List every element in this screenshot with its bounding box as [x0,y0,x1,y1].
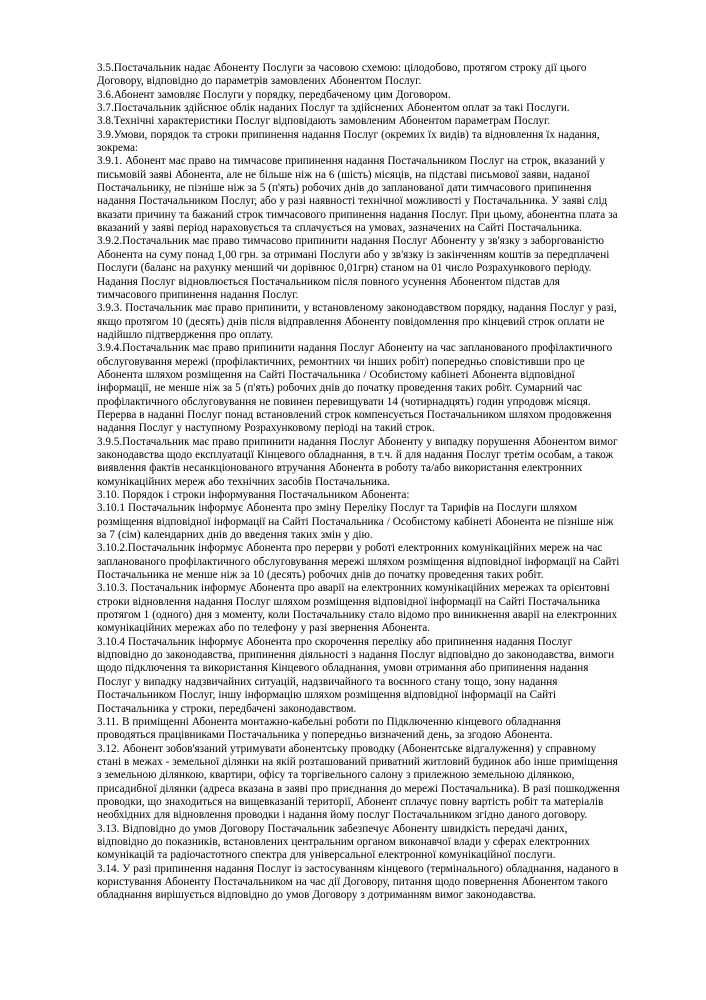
clause-3-9-5: 3.9.5.Постачальник має право припинити надання Послуг Абоненту у випадку порушення Абонентом вимог законодавства щодо експлуатації Кінцевого обладнання, в т.ч. й для надання Послуг третім особам, а також виявлення фактів несанкціонованого втручання Абонента в роботу та/або використання електронних комунікаційних мереж або технічних засобів Постачальника. [97,435,618,488]
clause-3-13: 3.13. Відповідно до умов Договору Постачальник забезпечує Абоненту швидкість передачі даних, відповідно до показників, встановлених центральним органом виконавчої влади у сферах електронних комунікацій та радіочастотного спектра для універсальної електронної комунікаційної послуги. [97,822,590,862]
clause-3-10-1: 3.10.1 Постачальник інформує Абонента про зміну Переліку Послуг та Тарифів на Послуги шляхом розміщення відповідної інформації на Сайті Постачальника / Особистому кабінеті Абонента не пізніше ніж за 7 (сім) календарних днів до введення таких змін у дію. [97,502,614,542]
clause-3-10-3: 3.10.3. Постачальник інформує Абонента про аварії на електронних комунікаційних мережах та орієнтовні строки відновлення надання Послуг шляхом розміщення відповідної інформації на Сайті Постачальника протягом 1 (одного) дня з моменту, коли Постачальнику стало відомо про виникнення аварії на електронних комунікаційних мережах або по телефону у разі звернення Абонента. [97,582,618,635]
clause-3-9-3: 3.9.3. Постачальник має право припинити, у встановленому законодавством порядку, надання Послуг у разі, якщо протягом 10 (десять) днів після відправлення Абоненту повідомлення про кінцевий строк оплати не надійшло підтвердження про оплату. [97,302,617,341]
clause-3-8: 3.8.Технічні характеристики Послуг відповідають замовленим Абонентом параметрам Послуг. [97,115,551,128]
clause-3-9: 3.9.Умови, порядок та строки припинення надання Послуг (окремих їх видів) та відновлення їх надання, зокрема: [97,128,600,155]
clause-3-9-4: 3.9.4.Постачальник має право припинити надання Послуг Абоненту на час запланованого профілактичного обслуговування мережі (профілактичних, ремонтних чи інших робіт) попередньо сповістивши про це Абонента шляхом розміщення на Сайті Постачальника / Особистому кабінеті Абонента відповідної інформації, не менше ніж за 5 (п'ять) робочих днів до початку проведення таких робіт. Сумарний час профілактичного обслуговування не повинен перевищувати 14 (чотирнадцять) годин упродовж місяця. Перерва в наданні Послуг понад встановлений строк компенсується Постачальником шляхом продовження надання Послуг у наступному Розрахунковому періоді на такий строк. [97,342,613,435]
contract-text-block [97,62,620,903]
clause-3-12: 3.12. Абонент зобов'язаний утримувати абонентську проводку (Абонентське відгалуження) у справному стані в межах - земельної ділянки на якій розташований приватний житловий будинок або інше приміщення з земельною ділянкою, квартири, офісу та торгівельного салону з прилежною земельною ділянкою, присадибної ділянки (адреса вказана в заяві про приєднання до мережі Постачальника). В разі пошкодження проводки, що знаходиться на вищевказаній території, Абонент сплачує повну вартість робіт та матеріалів необхідних для відновлення проводки і надання йому послуг Постачальником згідно даного договору. [97,742,620,822]
clause-3-10-2: 3.10.2.Постачальник інформує Абонента про перерви у роботі електронних комунікаційних мереж на час запланованого профілактичного обслуговування мережі шляхом розміщення відповідної інформації на Сайті Постачальника не менше ніж за 10 (десять) робочих днів до початку проведення таких робіт. [97,542,620,582]
clause-3-6: 3.6.Абонент замовляє Послуги у порядку, передбаченому цим Договором. [97,88,451,101]
clause-3-7: 3.7.Постачальник здійснює облік наданих Послуг та здійснених Абонентом оплат за такі Послуги. [97,102,570,115]
clause-3-10: 3.10. Порядок і строки інформування Постачальником Абонента: [97,489,410,501]
clause-3-9-1: 3.9.1. Абонент має право на тимчасове припинення надання Постачальником Послуг на строк, вказаний у письмовій заяві Абонента, але не більше ніж на 6 (шість) місяців, на підставі письмової заяви, наданої Постачальнику, не пізніше ніж за 5 (п'ять) робочих днів до запланованої дати тимчасового припинення надання Постачальником Послуг, або у разі наявності технічної можливості у Постачальника. У заяві слід вказати причину та бажаний строк тимчасового припинення надання Послуг. При цьому, абонентна плата за вказаний у заяві період нараховується та сплачується на умовах, зазначених на Сайті Постачальника. [97,155,618,235]
clause-3-10-4: 3.10.4 Постачальник інформує Абонента про скорочення переліку або припинення надання Послуг відповідно до законодавства, припинення діяльності з надання Послуг відповідно до законодавства, вимоги щодо підключення та використання Кінцевого обладнання, умови отримання або припинення надання Послуг у випадку надзвичайних ситуацій, надзвичайного та воєнного стану тощо, зону надання Постачальником Послуг, іншу інформацію шляхом розміщення відповідної інформації на Сайті Постачальника у строки, передбачені законодавством. [97,635,615,715]
clause-3-11: 3.11. В приміщенні Абонента монтажно-кабельні роботи по Підключенню кінцевого обладнання проводяться працівниками Постачальника у попередньо визначений день, за згодою Абонента. [97,715,561,742]
clause-3-14: 3.14. У разі припинення надання Послуг із застосуванням кінцевого (термінального) обладнання, наданого в користування Абоненту Постачальником на час дії Договору, питання щодо повернення Абонентом такого обладнання вирішується відповідно до умов Договору з дотриманням вимог законодавства. [97,862,619,902]
clause-3-9-2: 3.9.2.Постачальник має право тимчасово припинити надання Послуг Абоненту у зв'язку з заборгованістю Абонента на суму понад 1,00 грн. за отримані Послуги або у зв'язку із закінченням коштів за передплачені Послуги (баланс на рахунку менший чи дорівнює 0,01грн) станом на 01 число Розрахункового періоду. Надання Послуг відновлюється Постачальником після повного усунення Абонентом підстав для тимчасового припинення надання Послуг. [97,235,610,301]
clause-3-5: 3.5.Постачальник надає Абоненту Послуги за часовою схемою: цілодобово, протягом строку дії цього Договору, відповідно до параметрів замовлених Абонентом Послуг. [97,62,587,88]
